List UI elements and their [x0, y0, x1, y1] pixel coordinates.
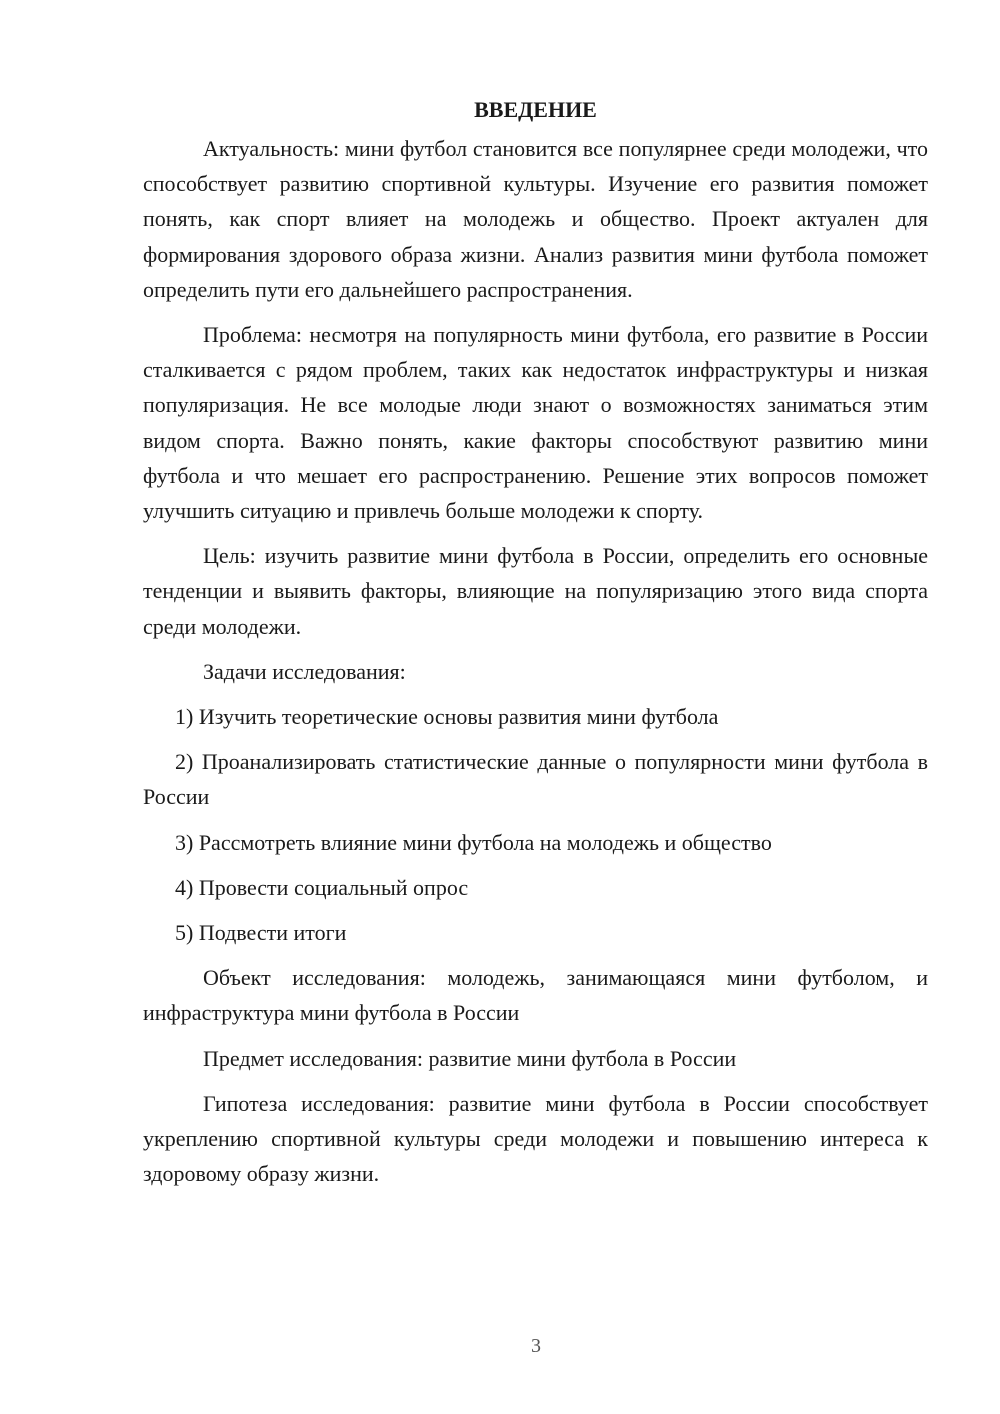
page-number: 3: [531, 1335, 541, 1357]
task-item-2: 2) Проанализировать статистические данные о популярности мини футбола в России: [143, 749, 928, 810]
paragraph-hypothesis: Гипотеза исследования: развитие мини футбола в России способствует укреплению спортивной культуры среди молодежи и повышению интереса к здоровому образу жизни.: [143, 1090, 928, 1187]
paragraph-object: Объект исследования: молодежь, занимающаяся мини футболом, и инфраструктура мини футбола в России: [143, 965, 928, 1026]
tasks-heading: Задачи исследования:: [203, 658, 406, 684]
page-title: ВВЕДЕНИЕ: [474, 97, 597, 122]
paragraph-relevance: Актуальность: мини футбол становится все популярнее среди молодежи, что способствует развитию спортивной культуры. Изучение его развития поможет понять, как спорт влияет на молодежь и общество. Проект актуален для формирования здорового образа жизни. Анализ развития мини футбола поможет определить пути его дальнейшего распространения.: [143, 136, 928, 302]
task-item-1: 1) Изучить теоретические основы развития мини футбола: [175, 704, 719, 730]
paragraph-subject: Предмет исследования: развитие мини футбола в России: [203, 1045, 737, 1071]
paragraph-goal: Цель: изучить развитие мини футбола в России, определить его основные тенденции и выявить факторы, влияющие на популяризацию этого вида спорта среди молодежи.: [143, 543, 928, 639]
task-item-5: 5) Подвести итоги: [175, 920, 347, 946]
task-item-4: 4) Провести социальный опрос: [175, 874, 469, 900]
task-item-3: 3) Рассмотреть влияние мини футбола на молодежь и общество: [175, 829, 772, 855]
paragraph-problem: Проблема: несмотря на популярность мини футбола, его развитие в России сталкивается с рядом проблем, таких как недостаток инфраструктуры и низкая популяризация. Не все молодые люди знают о возможностях заниматься этим видом спорта. Важно понять, какие факторы способствуют развитию мини футбола и что мешает его распространению. Решение этих вопросов поможет улучшить ситуацию и привлечь больше молодежи к спорту.: [143, 322, 928, 524]
document-page: [143, 92, 928, 1201]
